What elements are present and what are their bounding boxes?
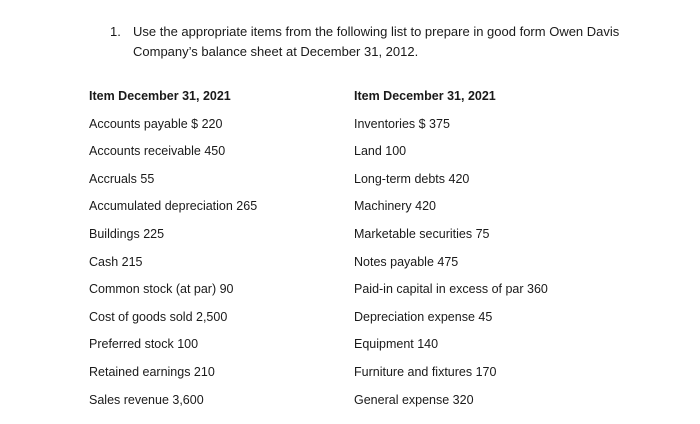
list-item: Accounts receivable 450 [89,144,226,159]
list-item: Preferred stock 100 [89,337,199,352]
question-number: 1. [110,24,121,39]
list-item: Long-term debts 420 [354,171,470,186]
list-item: Cost of goods sold 2,500 [89,309,228,324]
right-column-header: Item December 31, 2021 [354,89,496,103]
list-item: Marketable securities 75 [354,226,490,241]
list-item: Machinery 420 [354,199,436,214]
right-item-column [354,87,548,418]
list-item: Inventories $ 375 [354,116,450,131]
left-item-column [89,87,257,418]
list-item: Paid-in capital in excess of par 360 [354,282,548,297]
list-item: Notes payable 475 [354,254,459,269]
list-item: Cash 215 [89,254,143,269]
left-column-header: Item December 31, 2021 [89,89,231,103]
list-item: Sales revenue 3,600 [89,392,204,407]
list-item: Land 100 [354,144,407,159]
list-item: Furniture and fixtures 170 [354,364,497,379]
list-item: Equipment 140 [354,337,439,352]
list-item: Accruals 55 [89,171,155,186]
list-item: Accumulated depreciation 265 [89,199,258,214]
list-item: Depreciation expense 45 [354,309,493,324]
list-item: Common stock (at par) 90 [89,282,234,297]
list-item: Buildings 225 [89,226,165,241]
list-item: Retained earnings 210 [89,364,215,379]
question-text: Use the appropriate items from the following list to prepare in good form Owen Davis Company’s balance sheet at December 31, 2012. [133,24,620,59]
question [110,22,630,62]
list-item: Accounts payable $ 220 [89,116,223,131]
list-item: General expense 320 [354,392,474,407]
